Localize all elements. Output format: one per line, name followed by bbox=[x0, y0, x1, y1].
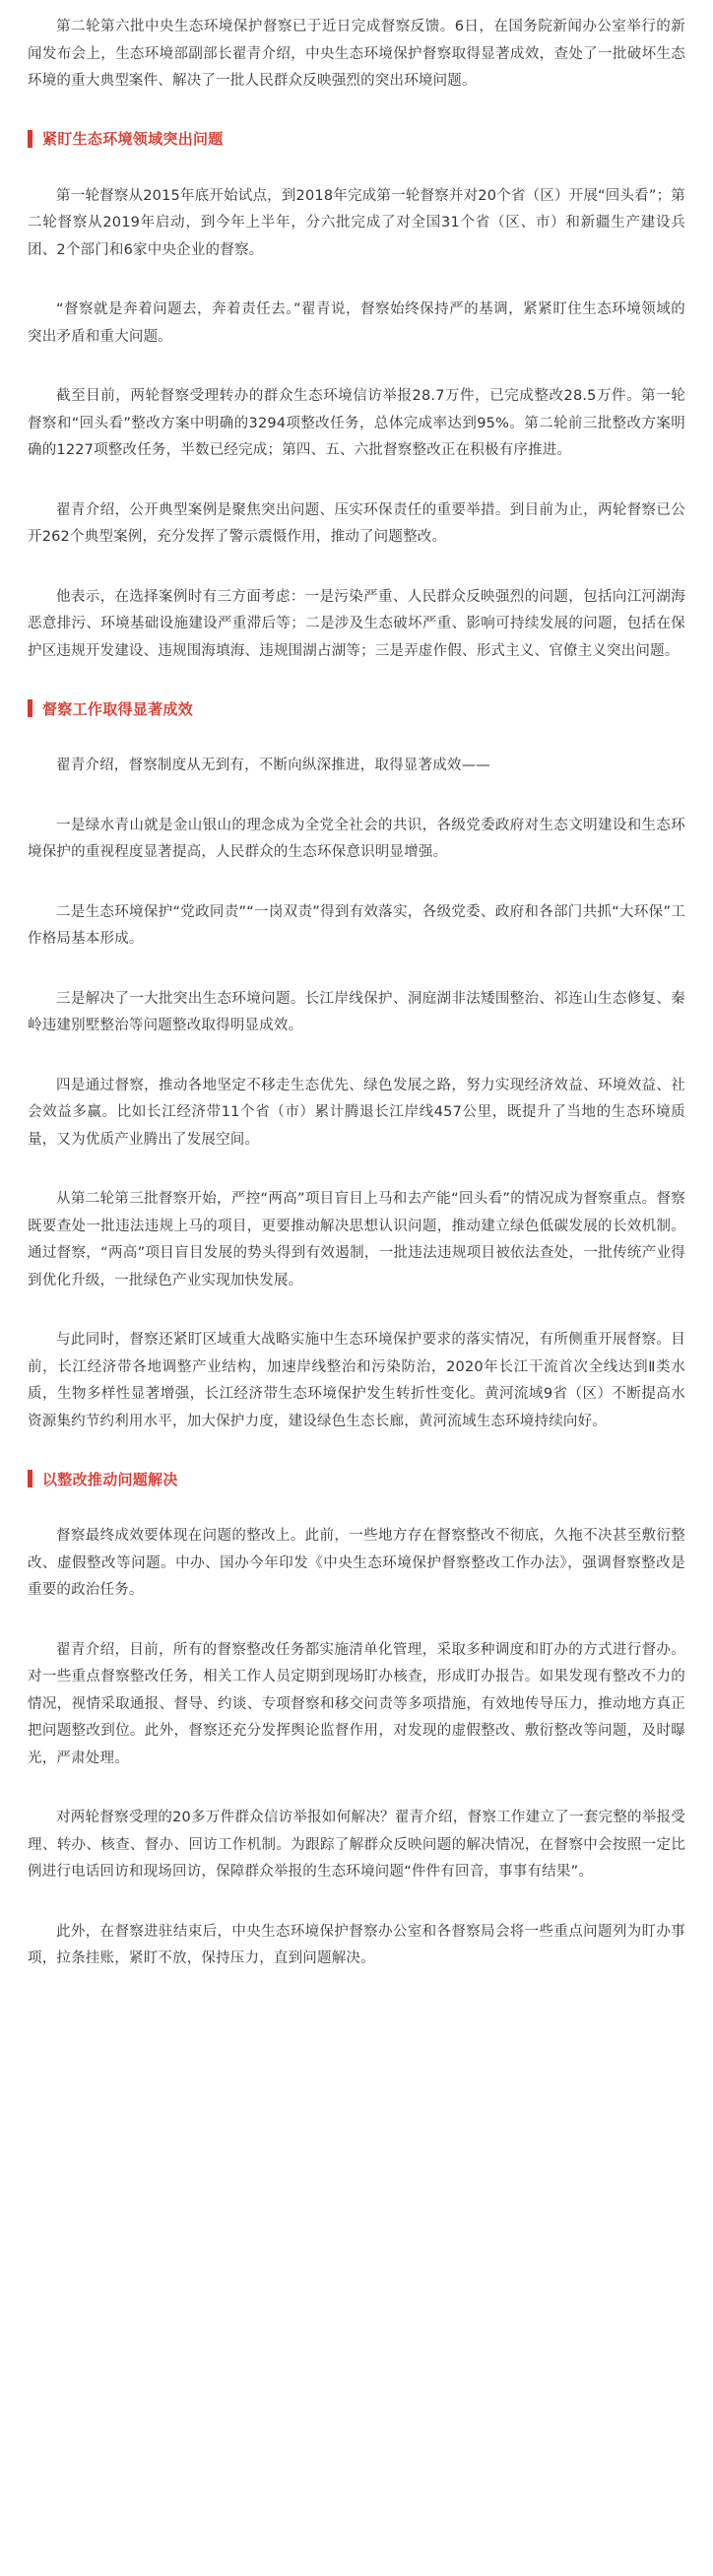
paragraph: 四是通过督察，推动各地坚定不移走生态优先、绿色发展之路，努力实现经济效益、环境效益、社会效益多赢。比如长江经济带11个省（市）累计腾退长江岸线457公里，既提升了当地的生态环境质量，又为优质产业腾出了发展空间。 bbox=[28, 1077, 685, 1148]
section-heading-3 bbox=[28, 1468, 685, 1489]
paragraph: 翟青介绍，督察制度从无到有，不断向纵深推进，取得显著成效—— bbox=[56, 758, 490, 773]
section-marker bbox=[28, 1470, 32, 1487]
paragraph: 他表示，在选择案例时有三方面考虑：一是污染严重、人民群众反映强烈的问题，包括向江河湖海恶意排污、环境基础设施建设严重滞后等；二是涉及生态破坏严重、影响可持续发展的问题，包括在保护区违规开发建设、违规围海填海、违规围湖占湖等；三是弄虚作假、形式主义、官僚主义突出问题。 bbox=[28, 588, 685, 659]
section-heading-2 bbox=[28, 697, 685, 719]
paragraph: 翟青介绍，目前，所有的督察整改任务都实施清单化管理，采取多种调度和盯办的方式进行督办。对一些重点督察整改任务，相关工作人员定期到现场盯办核查，形成盯办报告。如果发现有整改不力的情况，视情采取通报、督导、约谈、专项督察和移交问责等多项措施，有效地传导压力，推动地方真正把问题整改到位。此外，督察还充分发挥舆论监督作用，对发现的虚假整改、敷衍整改等问题，及时曝光，严肃处理。 bbox=[28, 1641, 685, 1766]
section-marker bbox=[28, 130, 32, 148]
paragraph: 督察最终成效要体现在问题的整改上。此前，一些地方存在督察整改不彻底，久拖不决甚至敷衍整改、虚假整改等问题。中办、国办今年印发《中央生态环境保护督察整改工作办法》，强调督察整改是重要的政治任务。 bbox=[28, 1528, 685, 1598]
paragraph: 三是解决了一大批突出生态环境问题。长江岸线保护、洞庭湖非法矮围整治、祁连山生态修复、秦岭违建别墅整治等问题整改取得明显成效。 bbox=[28, 990, 685, 1033]
section-heading-1 bbox=[28, 128, 685, 150]
intro-paragraph: 第二轮第六批中央生态环境保护督察已于近日完成督察反馈。6日，在国务院新闻办公室举行的新闻发布会上，生态环境部副部长翟青介绍，中央生态环境保护督察取得显著成效，查处了一批破坏生态环境的重大典型案件、解决了一批人民群众反映强烈的突出环境问题。 bbox=[28, 19, 685, 89]
paragraph: 对两轮督察受理的20多万件群众信访举报如何解决？翟青介绍，督察工作建立了一套完整的举报受理、转办、核查、督办、回访工作机制。为跟踪了解群众反映问题的解决情况，在督察中会按照一定比例进行电话回访和现场回访，保障群众举报的生态环境问题“件件有回音，事事有结果”。 bbox=[28, 1810, 685, 1880]
paragraph: 二是生态环境保护“党政同责”“一岗双责”得到有效落实，各级党委、政府和各部门共抓“大环保”工作格局基本形成。 bbox=[28, 903, 685, 947]
paragraph: 翟青介绍，公开典型案例是聚焦突出问题、压实环保责任的重要举措。到目前为止，两轮督察已公开262个典型案例，充分发挥了警示震慑作用，推动了问题整改。 bbox=[28, 501, 685, 545]
paragraph: “督察就是奔着问题去，奔着责任去。”翟青说，督察始终保持严的基调，紧紧盯住生态环境领域的突出矛盾和重大问题。 bbox=[28, 301, 685, 345]
section-title: 督察工作取得显著成效 bbox=[42, 699, 194, 718]
paragraph: 从第二轮第三批督察开始，严控“两高”项目盲目上马和去产能“回头看”的情况成为督察重点。督察既要查处一批违法违规上马的项目，更要推动解决思想认识问题，推动建立绿色低碳发展的长效机制。通过督察，“两高”项目盲目发展的势头得到有效遏制，一批违法违规项目被依法查处，一批传统产业得到优化升级，一批绿色产业实现加快发展。 bbox=[28, 1191, 685, 1288]
section-title: 紧盯生态环境领域突出问题 bbox=[42, 130, 224, 148]
paragraph: 第一轮督察从2015年底开始试点，到2018年完成第一轮督察并对20个省（区）开展“回头看”；第二轮督察从2019年启动，到今年上半年，分六批完成了对全国31个省（区、市）和新疆生产建设兵团、2个部门和6家中央企业的督察。 bbox=[28, 187, 685, 258]
paragraph: 与此同时，督察还紧盯区域重大战略实施中生态环境保护要求的落实情况，有所侧重开展督察。目前，长江经济带各地调整产业结构，加速岸线整治和污染防治，2020年长江干流首次全线达到Ⅱ类水质，生物多样性显著增强，长江经济带生态环境保护发生转折性变化。黄河流域9省（区）不断提高水资源集约节约利用水平，加大保护力度，建设绿色生态长廊，黄河流域生态环境持续向好。 bbox=[28, 1332, 685, 1429]
section-title: 以整改推动问题解决 bbox=[42, 1470, 178, 1488]
paragraph: 截至目前，两轮督察受理转办的群众生态环境信访举报28.7万件，已完成整改28.5万件。第一轮督察和“回头看”整改方案中明确的3294项整改任务，总体完成率达到95%。第二轮前三批整改方案明确的1227项整改任务，半数已经完成；第四、五、六批督察整改正在积极有序推进。 bbox=[28, 388, 685, 458]
section-marker bbox=[28, 699, 32, 717]
paragraph: 一是绿水青山就是金山银山的理念成为全党全社会的共识，各级党委政府对生态文明建设和生态环境保护的重视程度显著提高，人民群众的生态环保意识明显增强。 bbox=[28, 817, 685, 860]
paragraph: 此外，在督察进驻结束后，中央生态环境保护督察办公室和各督察局会将一些重点问题列为盯办事项，拉条挂账，紧盯不放，保持压力，直到问题解决。 bbox=[28, 1923, 685, 1966]
